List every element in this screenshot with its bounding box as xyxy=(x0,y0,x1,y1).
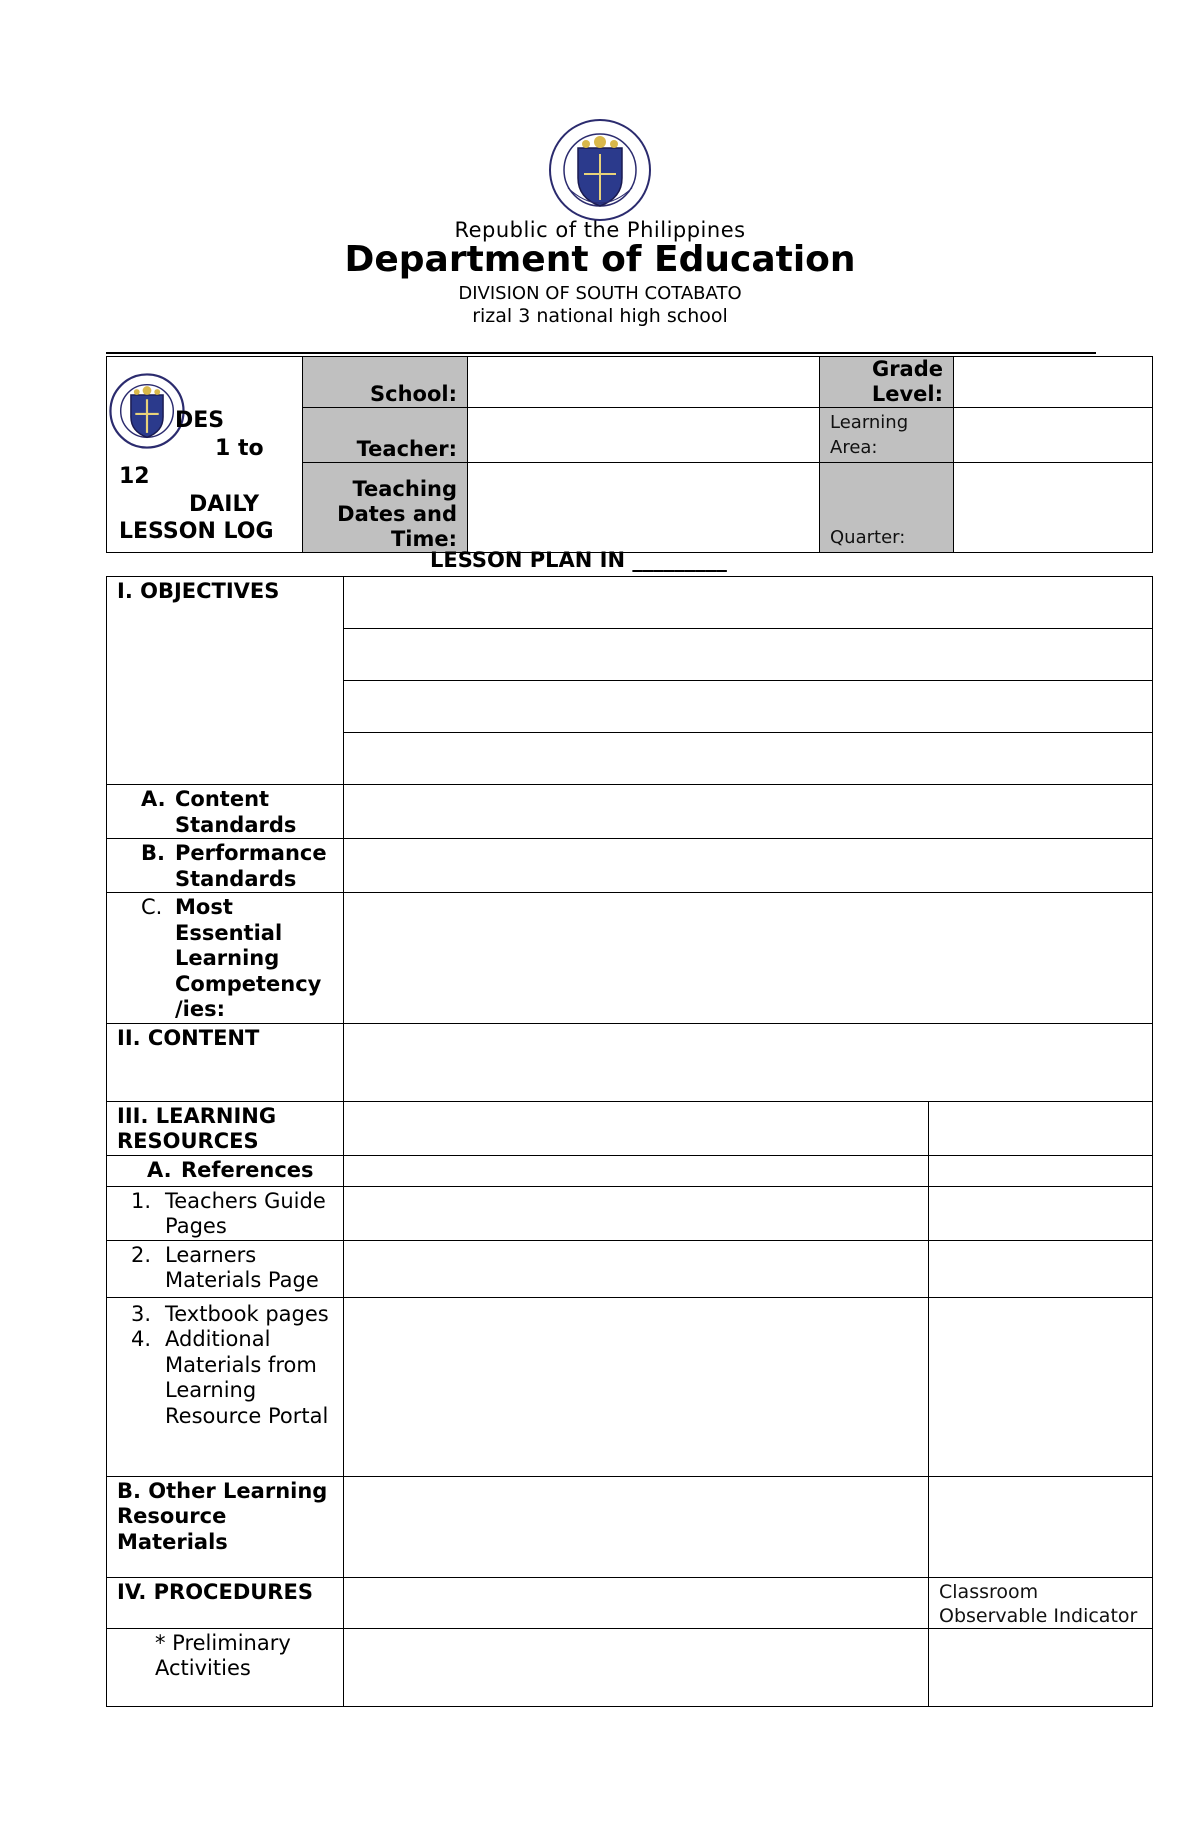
grade-level-field[interactable] xyxy=(954,357,1153,408)
content-standards-label xyxy=(107,785,344,839)
performance-standards-label xyxy=(107,839,344,893)
classroom-indicator-label: Classroom Observable Indicator xyxy=(929,1577,1153,1628)
teacher-field[interactable] xyxy=(468,408,820,463)
quarter-label: Quarter: xyxy=(820,463,954,553)
teaching-dates-label: Teaching Dates and Time: xyxy=(303,463,468,553)
grades-line-2: 1 to xyxy=(215,436,264,461)
teachers-guide-field[interactable] xyxy=(344,1186,929,1240)
grades-line-4: DAILY xyxy=(189,492,259,517)
content-standards-field[interactable] xyxy=(344,785,1153,839)
melc-label xyxy=(107,893,344,1024)
grades-line-3: 12 xyxy=(119,464,150,489)
content-standards-letter: A. xyxy=(141,787,166,811)
textbook-additional-label xyxy=(107,1297,344,1476)
additional-text: Additional Materials from Learning Resource Portal xyxy=(165,1327,329,1428)
references-letter: A. xyxy=(147,1157,172,1182)
learning-area-field[interactable] xyxy=(954,408,1153,463)
references-text: References xyxy=(181,1157,314,1182)
teachers-guide-note[interactable] xyxy=(929,1186,1153,1240)
performance-standards-letter: B. xyxy=(141,841,165,865)
content-standards-text: Content Standards xyxy=(175,787,297,837)
objective-field-4[interactable] xyxy=(344,733,1153,785)
grade-level-label: Grade Level: xyxy=(820,357,954,408)
lesson-plan-table xyxy=(106,576,1153,1707)
school-label: School: xyxy=(303,357,468,408)
references-label xyxy=(107,1155,344,1186)
header-divider xyxy=(106,352,1096,354)
textbook-num: 3. xyxy=(131,1301,152,1326)
preliminary-activities-field[interactable] xyxy=(344,1628,929,1706)
school-field[interactable] xyxy=(468,357,820,408)
grades-line-1: DES xyxy=(175,408,225,433)
learning-resources-label: III. LEARNING RESOURCES xyxy=(107,1101,344,1155)
objective-field-1[interactable] xyxy=(344,577,1153,629)
textbook-text: Textbook pages xyxy=(165,1301,329,1326)
division-name: DIVISION OF SOUTH COTABATO xyxy=(458,283,742,304)
department-title: Department of Education xyxy=(344,239,856,280)
lesson-log-info-table xyxy=(106,356,1153,553)
other-resources-note[interactable] xyxy=(929,1476,1153,1577)
textbook-additional-note[interactable] xyxy=(929,1297,1153,1476)
republic-heading: Republic of the Philippines xyxy=(454,218,746,242)
other-resources-field[interactable] xyxy=(344,1476,929,1577)
deped-seal-small-icon xyxy=(109,373,185,449)
objectives-label: I. OBJECTIVES xyxy=(107,577,344,785)
content-field[interactable] xyxy=(344,1023,1153,1101)
melc-letter: C. xyxy=(141,895,163,919)
school-name: rizal 3 national high school xyxy=(472,305,728,327)
teaching-dates-field[interactable] xyxy=(468,463,820,553)
learners-materials-num: 2. xyxy=(131,1242,152,1267)
learners-materials-field[interactable] xyxy=(344,1240,929,1297)
grades-daily-lesson-log-label xyxy=(107,357,303,553)
learning-resources-note[interactable] xyxy=(929,1101,1153,1155)
teachers-guide-num: 1. xyxy=(131,1188,152,1213)
learning-resources-field[interactable] xyxy=(344,1101,929,1155)
lesson-plan-title: LESSON PLAN IN _________ xyxy=(430,548,727,572)
content-label: II. CONTENT xyxy=(107,1023,344,1101)
learners-materials-label xyxy=(107,1240,344,1297)
objective-field-3[interactable] xyxy=(344,681,1153,733)
procedures-field[interactable] xyxy=(344,1577,929,1628)
melc-text: Most Essential Learning Competency /ies: xyxy=(175,895,322,1021)
quarter-field[interactable] xyxy=(954,463,1153,553)
references-field[interactable] xyxy=(344,1155,929,1186)
teachers-guide-label xyxy=(107,1186,344,1240)
learners-materials-note[interactable] xyxy=(929,1240,1153,1297)
additional-num: 4. xyxy=(131,1327,152,1351)
deped-seal-icon xyxy=(548,118,652,222)
references-note[interactable] xyxy=(929,1155,1153,1186)
learning-area-label: Learning Area: xyxy=(820,408,954,463)
melc-field[interactable] xyxy=(344,893,1153,1024)
grades-line-5: LESSON LOG xyxy=(119,519,274,544)
performance-standards-text: Performance Standards xyxy=(175,841,327,891)
objective-field-2[interactable] xyxy=(344,629,1153,681)
preliminary-activities-note[interactable] xyxy=(929,1628,1153,1706)
preliminary-activities-label: * Preliminary Activities xyxy=(107,1628,344,1706)
procedures-label: IV. PROCEDURES xyxy=(107,1577,344,1628)
teachers-guide-text: Teachers Guide Pages xyxy=(165,1188,326,1238)
performance-standards-field[interactable] xyxy=(344,839,1153,893)
teacher-label: Teacher: xyxy=(303,408,468,463)
textbook-additional-field[interactable] xyxy=(344,1297,929,1476)
learners-materials-text: Learners Materials Page xyxy=(165,1242,319,1292)
other-resources-label: B. Other Learning Resource Materials xyxy=(107,1476,344,1577)
